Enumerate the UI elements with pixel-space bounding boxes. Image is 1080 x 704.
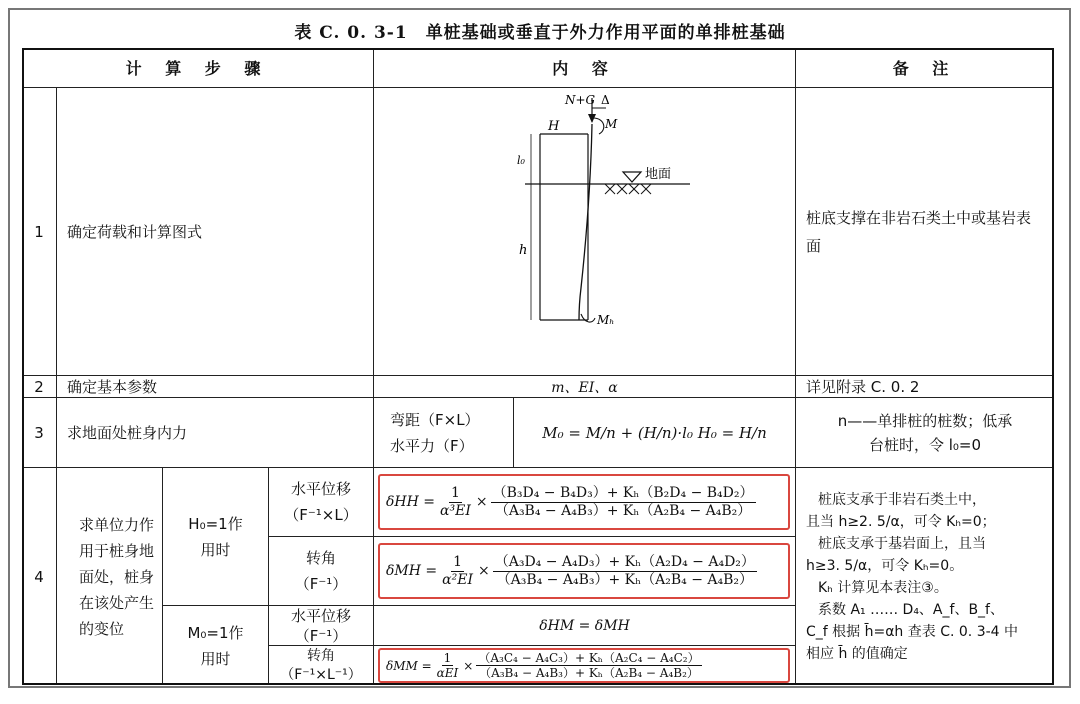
sub-unit: （F⁻¹×L⁻¹） bbox=[280, 666, 362, 683]
remark-line: 且当 h≥2. 5/α，可令 Kₕ=0； bbox=[806, 513, 996, 530]
row3-formula: M₀ = M/n + (H/n)·l₀ H₀ = H/n bbox=[514, 398, 796, 468]
formula-dMM: δMM = $\frac{1}{\text{αEI}}$ × $\frac{\text{（A₃C₄ − A₄C₃）+ Kₕ（A₂C₄ − A₄C₂）}}{\text{（A₃B₄ − A₄B₃）+ Kₕ（A₂B₄ − A₄B₂）}}$ bbox=[378, 648, 790, 683]
sub-unit: （F⁻¹） bbox=[294, 626, 348, 645]
coefficient: $\frac{1}{\text{αEI}}$ bbox=[436, 651, 459, 680]
row4-step: 求单位力作用于桩身地面处，桩身在该处产生的变位 bbox=[57, 468, 163, 685]
row1-content bbox=[374, 88, 796, 376]
coefficient: $\frac{1}{\text{α³EI}}$ bbox=[440, 484, 471, 519]
label-delta: Δ bbox=[600, 92, 610, 107]
row2-number: 2 bbox=[22, 376, 57, 398]
remark-line: 桩底支承于非岩石类土中， bbox=[818, 491, 986, 508]
cell-dHM: δHM = δMH bbox=[374, 606, 796, 646]
row3-remark-line2: 台桩时，令 l₀=0 bbox=[868, 435, 982, 454]
remark-line: Kₕ 计算见本表注③。 bbox=[818, 579, 948, 596]
row2-step: 确定基本参数 bbox=[57, 376, 374, 398]
remark-line: C_f 根据 h̄=αh 查表 C. 0. 3-4 中 bbox=[806, 623, 1019, 640]
moment-label: 弯距（F×L） bbox=[390, 410, 480, 429]
label-Mh: Mₕ bbox=[596, 312, 614, 327]
sub-label: 水平位移 bbox=[290, 480, 351, 498]
label-M: M bbox=[604, 116, 617, 131]
label-load: N+G bbox=[564, 92, 595, 107]
formula-lhs: δHH = bbox=[386, 494, 436, 510]
row4-number: 4 bbox=[22, 468, 57, 685]
sub-rotation-1 bbox=[269, 537, 374, 606]
sub-unit: （F⁻¹×L） bbox=[284, 506, 358, 524]
row2-remark: 详见附录 C. 0. 2 bbox=[796, 376, 1054, 398]
sub-label: 水平位移 bbox=[290, 606, 351, 625]
row1-number: 1 bbox=[22, 88, 57, 376]
row3-number: 3 bbox=[22, 398, 57, 468]
header-steps: 计 算 步 骤 bbox=[22, 48, 374, 88]
label-ground: 地面 bbox=[644, 166, 671, 182]
row4-H0-case: H₀=1作用时 bbox=[163, 468, 269, 606]
sub-unit: （F⁻¹） bbox=[294, 575, 348, 593]
calculation-table bbox=[22, 48, 1054, 685]
coefficient: $\frac{1}{\text{α²EI}}$ bbox=[442, 553, 473, 588]
row2-content: m、EI、α bbox=[374, 376, 796, 398]
pile-diagram bbox=[455, 92, 715, 372]
main-fraction: $\frac{\text{（B₃D₄ − B₄D₃）+ Kₕ（B₂D₄ − B₄D₂）}}{\text{（A₃B₄ − A₄B₃）+ Kₕ（A₂B₄ − A₄B₂）}}$ bbox=[492, 484, 754, 519]
table-number: 表 C. 0. 3-1 bbox=[294, 23, 408, 43]
row1-step: 确定荷载和计算图式 bbox=[57, 88, 374, 376]
row1-remark: 桩底支撑在非岩石类土中或基岩表面 bbox=[796, 88, 1054, 376]
ground-level-icon bbox=[623, 172, 641, 182]
sub-horizontal-disp-1 bbox=[269, 468, 374, 537]
formula-dMH: δMH = $\frac{1}{\text{α²EI}}$ × $\frac{\text{（A₃D₄ − A₄D₃）+ Kₕ（A₂D₄ − A₄D₂）}}{\text{（A₃B₄ − A₄B₃）+ Kₕ（A₂B₄ − A₄B₂）}}$ bbox=[378, 543, 790, 599]
label-H: H bbox=[547, 118, 559, 134]
row3-labels bbox=[374, 398, 514, 468]
main-fraction: $\frac{\text{（A₃C₄ − A₄C₃）+ Kₕ（A₂C₄ − A₄C₂）}}{\text{（A₃B₄ − A₄B₃）+ Kₕ（A₂B₄ − A₄B₂）}}$ bbox=[478, 651, 700, 680]
label-l0: l₀ bbox=[516, 153, 525, 167]
row3-remark-line1: n——单排桩的桩数；低承 bbox=[837, 411, 1013, 430]
row4-remarks bbox=[796, 468, 1054, 685]
row3-step: 求地面处桩身内力 bbox=[57, 398, 374, 468]
sub-horizontal-disp-2 bbox=[269, 606, 374, 646]
main-fraction: $\frac{\text{（A₃D₄ − A₄D₃）+ Kₕ（A₂D₄ − A₄D₂）}}{\text{（A₃B₄ − A₄B₃）+ Kₕ（A₂B₄ − A₄B₂）}}$ bbox=[494, 553, 755, 588]
sub-label: 转角 bbox=[307, 647, 335, 664]
header-remarks: 备 注 bbox=[796, 48, 1054, 88]
formula-lhs: δMH = bbox=[386, 563, 438, 579]
label-h: h bbox=[518, 242, 527, 258]
remark-line: 桩底支承于基岩面上，且当 bbox=[818, 535, 986, 552]
remark-line: 相应 h̄ 的值确定 bbox=[806, 645, 908, 662]
sub-label: 转角 bbox=[305, 549, 336, 567]
table-title bbox=[0, 18, 1080, 43]
row4-M0-case: M₀=1作用时 bbox=[163, 606, 269, 685]
header-content: 内 容 bbox=[374, 48, 796, 88]
formula-lhs: δMM = bbox=[386, 658, 432, 673]
sub-rotation-2 bbox=[269, 646, 374, 685]
formula-dHH: δHH = $\frac{1}{\text{α³EI}}$ × $\frac{\text{（B₃D₄ − B₄D₃）+ Kₕ（B₂D₄ − B₄D₂）}}{\text{（A₃B₄ − A₄B₃）+ Kₕ（A₂B₄ − A₄B₂）}}$ bbox=[378, 474, 790, 530]
force-label: 水平力（F） bbox=[390, 436, 474, 455]
table-title-text: 单桩基础或垂直于外力作用平面的单排桩基础 bbox=[425, 23, 786, 43]
row3-remark bbox=[796, 398, 1054, 468]
remark-line: 系数 A₁ …… D₄、A_f、B_f、 bbox=[818, 601, 1004, 618]
remark-line: h≥3. 5/α，可令 Kₕ=0。 bbox=[806, 557, 964, 574]
